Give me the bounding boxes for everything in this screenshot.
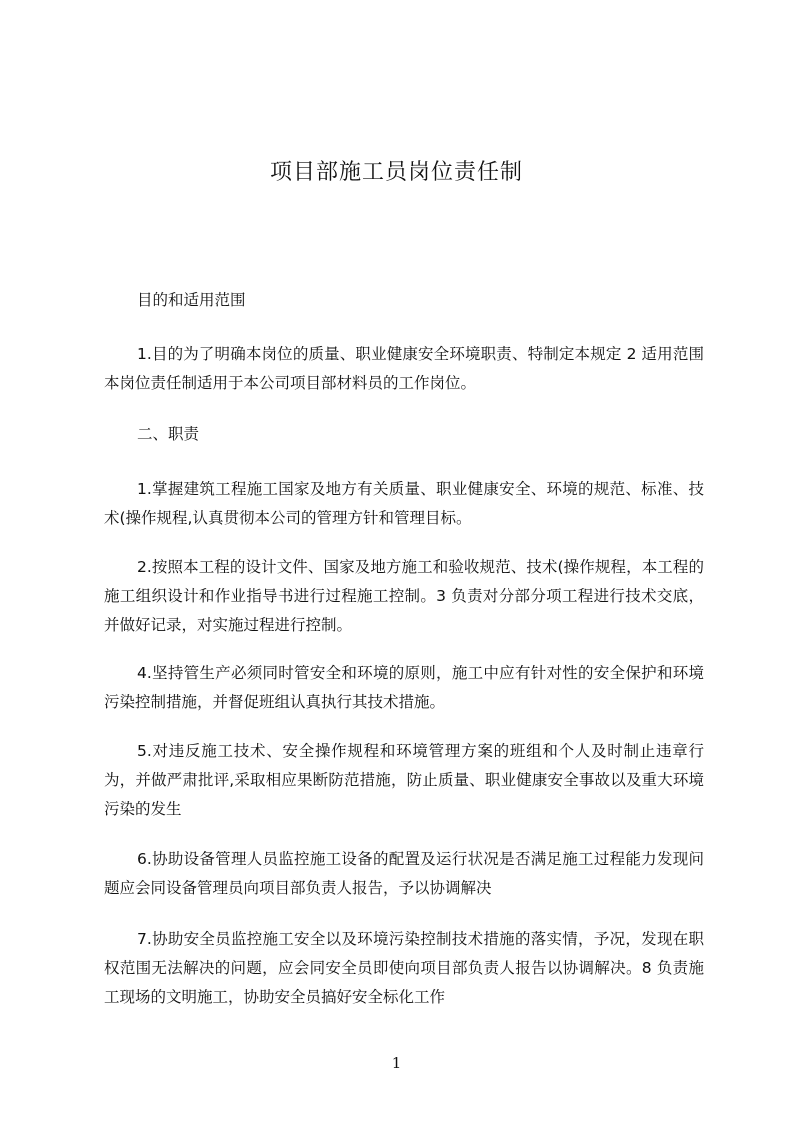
page-number: 1: [391, 1054, 402, 1072]
paragraph-duty-6: 6.协助设备管理人员监控施工设备的配置及运行状况是否满足施工过程能力发现问题应会同设备管理员向项目部负责人报告，予以协调解决: [104, 850, 704, 897]
section-heading-purpose: 目的和适用范围: [137, 291, 246, 309]
paragraph-duty-4: 4.坚持管生产必须同时管安全和环境的原则，施工中应有针对性的安全保护和环境污染控制措施，并督促班组认真执行其技术措施。: [104, 664, 704, 711]
section-heading-duties: 二、职责: [137, 425, 200, 443]
paragraph-duty-7-8: 7.协助安全员监控施工安全以及环境污染控制技术措施的落实情，予况，发现在职权范围无法解决的问题，应会同安全员即使向项目部负责人报告以协调解决。8 负责施工现场的文明施工，协助安全员搞好安全标化工作: [104, 930, 704, 1006]
paragraph-duty-2-3: 2.按照本工程的设计文件、国家及地方施工和验收规范、技术(操作规程，本工程的施工组织设计和作业指导书进行过程施工控制。3 负责对分部分项工程进行技术交底，并做好记录，对实施过程进行控制。: [104, 558, 704, 634]
paragraph-duty-1: 1.掌握建筑工程施工国家及地方有关质量、职业健康安全、环境的规范、标准、技术(操作规程,认真贯彻本公司的管理方针和管理目标。: [104, 480, 704, 527]
paragraph-purpose-scope: 1.目的为了明确本岗位的质量、职业健康安全环境职责、特制定本规定 2 适用范围本岗位责任制适用于本公司项目部材料员的工作岗位。: [104, 345, 704, 392]
page-title: 项目部施工员岗位责任制: [269, 159, 523, 185]
paragraph-duty-5: 5.对违反施工技术、安全操作规程和环境管理方案的班组和个人及时制止违章行为，并做严肃批评,采取相应果断防范措施，防止质量、职业健康安全事故以及重大环境污染的发生: [104, 742, 704, 818]
